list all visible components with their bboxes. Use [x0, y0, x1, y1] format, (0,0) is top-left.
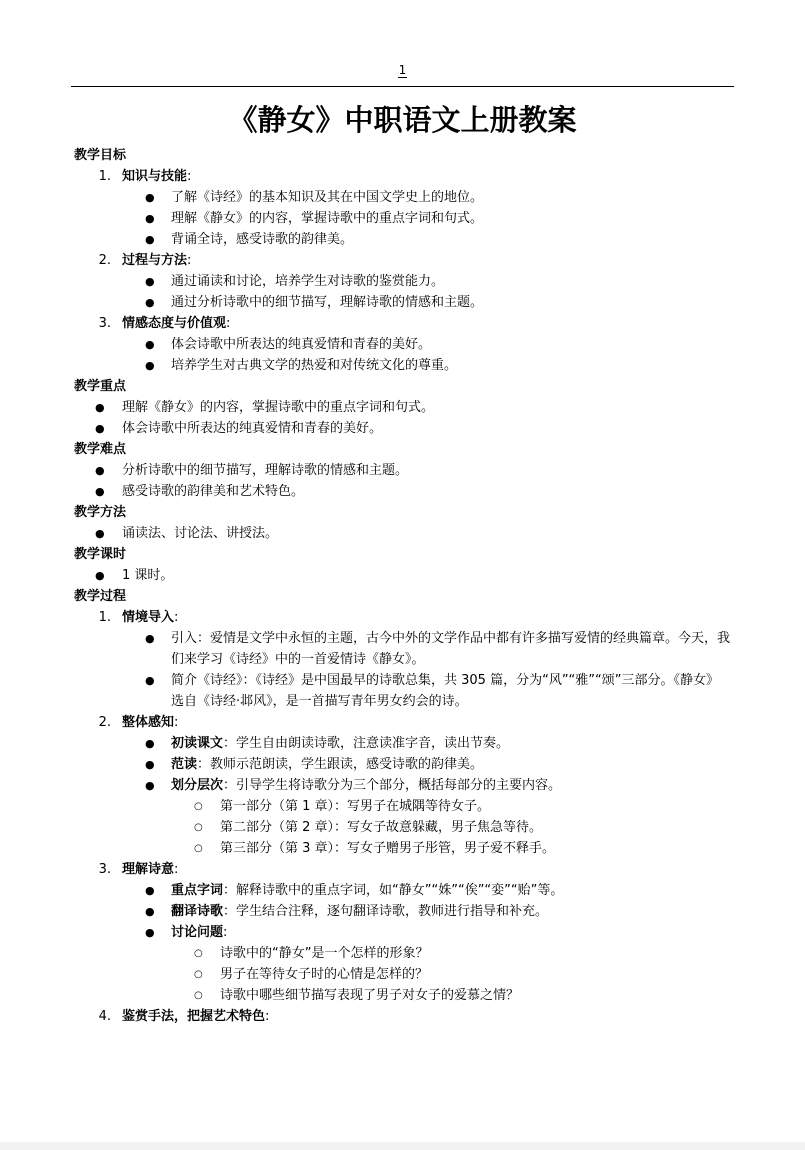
circle-bullet-icon: ○	[194, 822, 203, 833]
item-number: 1.	[98, 169, 111, 184]
bullet-icon: ●	[145, 779, 155, 792]
step-label: 整体感知	[122, 715, 175, 730]
step-label: 情境导入	[122, 610, 175, 625]
bullet-icon: ●	[145, 926, 155, 939]
bullet-icon: ●	[145, 212, 155, 225]
section-heading-goals: 教学目标	[74, 148, 127, 163]
circle-bullet-icon: ○	[194, 843, 203, 854]
list-item: ● 简介《诗经》：《诗经》是中国最早的诗歌总集，共 305 篇，分为“风”“雅”“颂”三部分。《静女》选自《诗经·邶风》，是一首描写青年男女约会的诗。	[74, 670, 734, 712]
bullet-icon: ●	[145, 905, 155, 918]
bullet-icon: ●	[145, 296, 155, 309]
list-item: ● 重点字词：解释诗歌中的重点字词，如“静女”“姝”“俟”“娈”“贻”等。	[74, 880, 734, 901]
step-label: 理解诗意	[122, 862, 175, 877]
process-step: 2. 整体感知:	[74, 712, 734, 733]
list-item: ● 通过分析诗歌中的细节描写，理解诗歌的情感和主题。	[74, 292, 734, 313]
list-item: ● 体会诗歌中所表达的纯真爱情和青春的美好。	[74, 418, 734, 439]
document-body	[74, 145, 734, 1027]
sub-list-item: ○ 男子在等待女子时的心情是怎样的？	[74, 964, 734, 985]
bullet-icon: ●	[145, 737, 155, 750]
list-item: ● 诵读法、讨论法、讲授法。	[74, 523, 734, 544]
list-item: ● 讨论问题:	[74, 922, 734, 943]
goal-item: 3. 情感态度与价值观:	[74, 313, 734, 334]
bullet-icon: ●	[95, 569, 105, 582]
step-number: 2.	[98, 715, 111, 730]
document-title: 《静女》中职语文上册教案	[228, 103, 577, 137]
bullet-icon: ●	[95, 485, 105, 498]
list-item: ● 培养学生对古典文学的热爱和对传统文化的尊重。	[74, 355, 734, 376]
bullet-icon: ●	[145, 674, 155, 687]
bullet-icon: ●	[95, 527, 105, 540]
section-heading-key-points: 教学重点	[74, 379, 127, 394]
sub-list-item: ○ 第一部分（第 1 章）：写男子在城隅等待女子。	[74, 796, 734, 817]
circle-bullet-icon: ○	[194, 801, 203, 812]
circle-bullet-icon: ○	[194, 969, 203, 980]
step-label: 鉴赏手法，把握艺术特色	[122, 1009, 266, 1024]
sub-list-item: ○ 第二部分（第 2 章）：写女子故意躲藏，男子焦急等待。	[74, 817, 734, 838]
bullet-icon: ●	[145, 758, 155, 771]
bullet-icon: ●	[145, 233, 155, 246]
bullet-icon: ●	[145, 275, 155, 288]
list-item: ● 引入：爱情是文学中永恒的主题，古今中外的文学作品中都有许多描写爱情的经典篇章。今天，我们来学习《诗经》中的一首爱情诗《静女》。	[74, 628, 734, 670]
list-item: ● 理解《静女》的内容，掌握诗歌中的重点字词和句式。	[74, 208, 734, 229]
circle-bullet-icon: ○	[194, 948, 203, 959]
step-number: 3.	[98, 862, 111, 877]
list-item: ● 理解《静女》的内容，掌握诗歌中的重点字词和句式。	[74, 397, 734, 418]
header-rule	[71, 86, 734, 87]
bullet-icon: ●	[145, 632, 155, 645]
list-item: ● 1 课时。	[74, 565, 734, 586]
bullet-icon: ●	[95, 464, 105, 477]
bullet-icon: ●	[95, 422, 105, 435]
sub-list-item: ○ 第三部分（第 3 章）：写女子赠男子彤管，男子爱不释手。	[74, 838, 734, 859]
list-item: ● 初读课文：学生自由朗读诗歌，注意读准字音，读出节奏。	[74, 733, 734, 754]
list-item: ● 了解《诗经》的基本知识及其在中国文学史上的地位。	[74, 187, 734, 208]
list-item: ● 翻译诗歌：学生结合注释，逐句翻译诗歌，教师进行指导和补充。	[74, 901, 734, 922]
item-number: 3.	[98, 316, 111, 331]
list-item: ● 划分层次：引导学生将诗歌分为三个部分，概括每部分的主要内容。	[74, 775, 734, 796]
item-label: 情感态度与价值观	[122, 316, 227, 331]
step-number: 1.	[98, 610, 111, 625]
section-heading-difficulties: 教学难点	[74, 442, 127, 457]
sub-list-item: ○ 诗歌中哪些细节描写表现了男子对女子的爱慕之情？	[74, 985, 734, 1006]
item-number: 2.	[98, 253, 111, 268]
goal-item: 1. 知识与技能:	[74, 166, 734, 187]
list-item: ● 分析诗歌中的细节描写，理解诗歌的情感和主题。	[74, 460, 734, 481]
bullet-icon: ●	[145, 359, 155, 372]
section-heading-hours: 教学课时	[74, 547, 127, 562]
goal-item: 2. 过程与方法:	[74, 250, 734, 271]
step-number: 4.	[98, 1009, 111, 1024]
bullet-icon: ●	[145, 338, 155, 351]
list-item: ● 背诵全诗，感受诗歌的韵律美。	[74, 229, 734, 250]
bullet-icon: ●	[145, 191, 155, 204]
item-label: 过程与方法	[122, 253, 188, 268]
list-item: ● 感受诗歌的韵律美和艺术特色。	[74, 481, 734, 502]
process-step: 4. 鉴赏手法，把握艺术特色:	[74, 1006, 734, 1027]
circle-bullet-icon: ○	[194, 990, 203, 1001]
section-heading-process: 教学过程	[74, 589, 127, 604]
bullet-icon: ●	[95, 401, 105, 414]
page-number: 1	[398, 63, 407, 77]
list-item: ● 通过诵读和讨论，培养学生对诗歌的鉴赏能力。	[74, 271, 734, 292]
process-step: 3. 理解诗意:	[74, 859, 734, 880]
item-label: 知识与技能	[122, 169, 188, 184]
list-item: ● 范读：教师示范朗读，学生跟读，感受诗歌的韵律美。	[74, 754, 734, 775]
sub-list-item: ○ 诗歌中的“静女”是一个怎样的形象？	[74, 943, 734, 964]
list-item: ● 体会诗歌中所表达的纯真爱情和青春的美好。	[74, 334, 734, 355]
process-step: 1. 情境导入:	[74, 607, 734, 628]
bullet-icon: ●	[145, 884, 155, 897]
section-heading-methods: 教学方法	[74, 505, 127, 520]
